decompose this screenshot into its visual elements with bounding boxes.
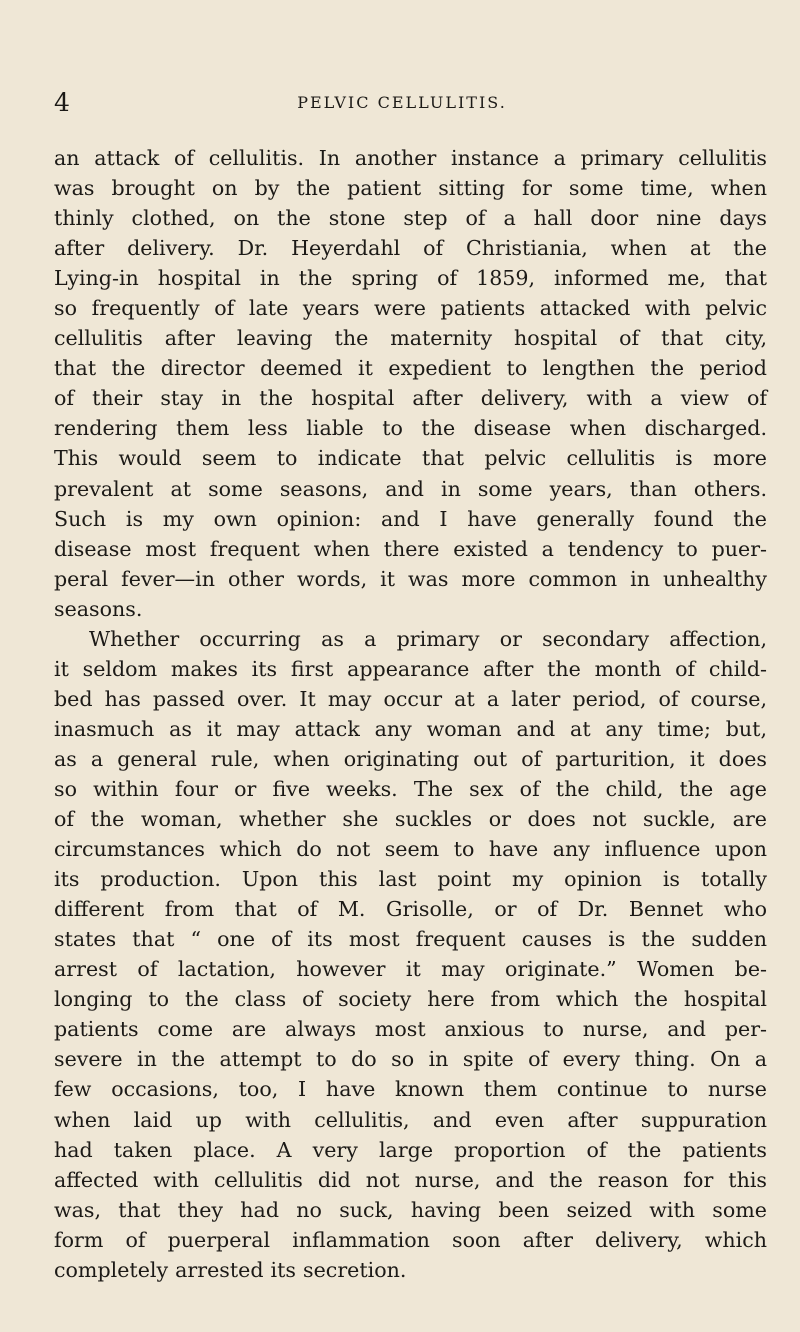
text-line: Whether occurring as a primary or secondary affection, [89, 626, 767, 651]
running-head: PELVIC CELLULITIS. [297, 93, 507, 112]
text-line: prevalent at some seasons, and in some years, than others. [54, 476, 767, 501]
text-line: was, that they had no suck, having been seized with some [54, 1197, 767, 1222]
paragraph-1 [54, 143, 767, 624]
text-line: seasons. [54, 596, 143, 621]
text-line: form of puerperal inflammation soon after delivery, which [54, 1227, 767, 1252]
text-line: of the woman, whether she suckles or does not suckle, are [54, 807, 767, 832]
text-line: This would seem to indicate that pelvic cellulitis is more [54, 446, 767, 471]
text-line: severe in the attempt to do so in spite of every thing. On a [54, 1047, 767, 1072]
text-line: had taken place. A very large proportion of the patients [54, 1137, 767, 1162]
text-line: when laid up with cellulitis, and even after suppuration [54, 1107, 767, 1132]
text-line: cellulitis after leaving the maternity hospital of that city, [54, 326, 767, 351]
text-line: patients come are always most anxious to nurse, and per- [54, 1017, 767, 1042]
text-line: so frequently of late years were patients attacked with pelvic [54, 296, 767, 321]
text-line: an attack of cellulitis. In another instance a primary cellulitis [54, 146, 767, 170]
text-line: different from that of M. Grisolle, or of Dr. Bennet who [54, 897, 767, 922]
text-line: that the director deemed it expedient to lengthen the period [54, 356, 767, 381]
text-line: few occasions, too, I have known them continue to nurse [54, 1077, 767, 1102]
text-line: states that “ one of its most frequent causes is the sudden [54, 927, 767, 952]
text-line: peral fever—in other words, it was more common in unhealthy [54, 566, 767, 591]
text-line: so within four or five weeks. The sex of the child, the age [54, 776, 767, 801]
text-line: Lying-in hospital in the spring of 1859, informed me, that [54, 266, 767, 291]
page-number: 4 [54, 88, 70, 117]
text-line: disease most frequent when there existed a tendency to puer- [54, 536, 767, 561]
text-line: of their stay in the hospital after delivery, with a view of [54, 386, 767, 411]
text-line: as a general rule, when originating out of parturition, it does [54, 746, 767, 771]
text-line: it seldom makes its first appearance after the month of child- [54, 656, 767, 681]
text-line: bed has passed over. It may occur at a later period, of course, [54, 686, 767, 711]
text-line: arrest of lactation, however it may originate.” Women be- [54, 957, 767, 982]
text-line: its production. Upon this last point my opinion is totally [54, 867, 767, 892]
text-line: inasmuch as it may attack any woman and at any time; but, [54, 716, 767, 741]
text-line: rendering them less liable to the disease when discharged. [54, 416, 767, 441]
text-line: was brought on by the patient sitting for some time, when [54, 176, 767, 201]
paragraph-2 [54, 624, 767, 1285]
text-line: after delivery. Dr. Heyerdahl of Christiania, when at the [54, 236, 767, 261]
text-line: completely arrested its secretion. [54, 1257, 407, 1282]
text-line: affected with cellulitis did not nurse, and the reason for this [54, 1167, 767, 1192]
body-text [54, 143, 767, 1285]
text-line: longing to the class of society here from which the hospital [54, 987, 767, 1012]
text-line: Such is my own opinion: and I have generally found the [54, 506, 767, 531]
text-line: circumstances which do not seem to have any influence upon [54, 837, 767, 862]
text-line: thinly clothed, on the stone step of a hall door nine days [54, 206, 767, 231]
